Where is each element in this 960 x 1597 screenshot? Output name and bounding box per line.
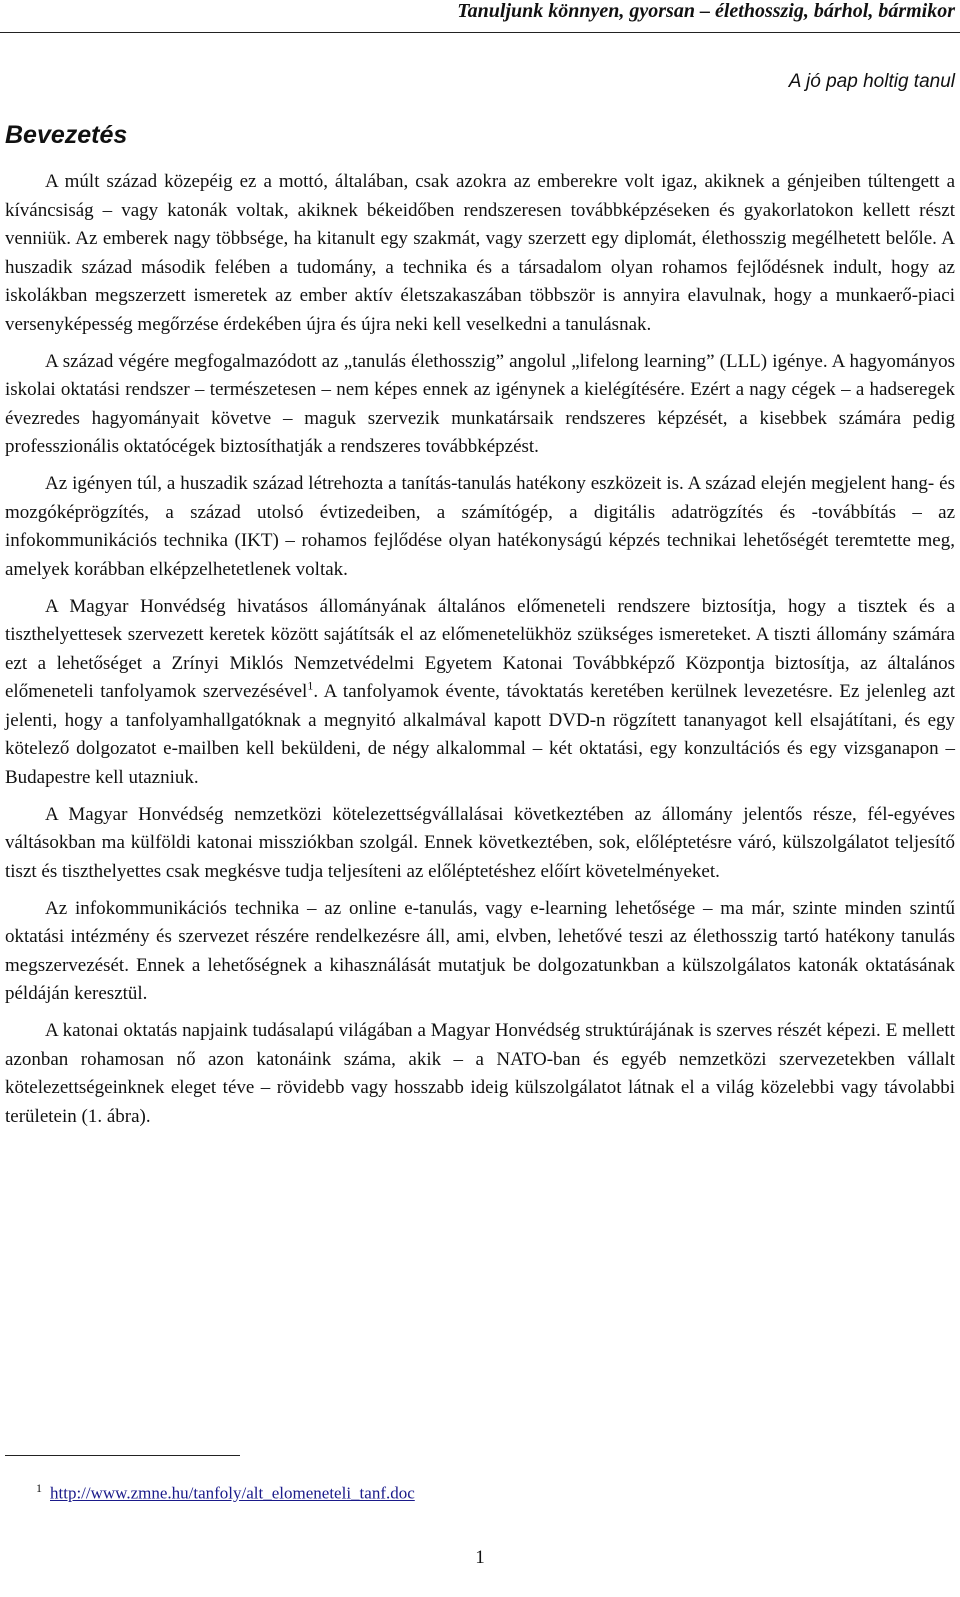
section-heading: Bevezetés — [5, 121, 128, 149]
running-header-title: Tanuljunk könnyen, gyorsan – élethosszig, bárhol, bármikor — [457, 0, 955, 22]
footnote-reference: 1 — [307, 678, 314, 693]
footnote — [36, 1477, 415, 1505]
body-text — [5, 168, 955, 1131]
paragraph-2: A század végére megfogalmazódott az „tanulás élethosszig” angolul „lifelong learning” (LLL) igénye. A hagyományos iskolai oktatási rendszer – természetesen – nem képes ennek az igénynek a kielégítésére. Ezért a nagy cégek – a hadseregek évezredes hagyományait követve – maguk szervezik munkatársaik rendszeres képzését, a kisebbek számára pedig professzionális oktatócégek biztosíthatják a rendszeres továbbképzést. — [5, 350, 955, 457]
paragraph-1: A múlt század közepéig ez a mottó, általában, csak azokra az emberekre volt igaz, akiknek a génjeiben túltengett a kíváncsiság – vagy katonák voltak, akiknek békeidőben rendszeresen továbbképzéseken és gyakorlatokon kellett részt venniük. Az emberek nagy többsége, ha kitanult egy szakmát, vagy szerzett egy diplomát, élethosszig megélhetett belőle. A huszadik század második felében a tudomány, a technika és a társadalom olyan rohamos fejlődésnek indult, hogy az iskolákban megszerzett ismeretek az ember aktív életszakaszában többször is annyira elavulnak, hogy a munkaerő-piaci versenyképesség megőrzése érdekében újra és újra neki kell veselkedni a tanulásnak. — [5, 171, 955, 335]
paragraph-3: Az igényen túl, a huszadik század létrehozta a tanítás-tanulás hatékony eszközeit is. A század elején megjelent hang- és mozgóképrögzítés, a század utolsó évtizedeiben, a számítógép, a digitális adatrögzítés és -továbbítás – az infokommunikációs technika (IKT) – rohamos fejlődése olyan hatékonyságú képzés technikai lehetőségét teremtette meg, amelyek korábban elképzelhetetlenek voltak. — [5, 473, 955, 580]
paragraph-7: A katonai oktatás napjaink tudásalapú világában a Magyar Honvédség struktúrájának is szerves részét képezi. E mellett azonban rohamosan nő azon katonáink száma, akik – a NATO-ban és egyéb nemzetközi szervezetekben vállalt kötelezettségeinknek eleget téve – rövidebb vagy hosszabb ideig külszolgálatot látnak el a világ közelebbi vagy távolabbi területein (1. ábra). — [5, 1020, 955, 1127]
paragraph-4 — [5, 593, 955, 793]
header-divider — [0, 32, 960, 33]
paragraph-4-text-a: A Magyar Honvédség hivatásos állományának általános előmeneteli rendszere biztosítja, hogy a tisztek és a tiszthelyettesek szervezett keretek között sajátítsák el az előmenetelükhöz szükséges ismereteket. A tiszti állomány számára ezt a lehetőséget a Zrínyi Miklós Nemzetvédelmi Egyetem Katonai Továbbképző Központja biztosítja, az általános előmeneteli tanfolyamok szervezésével — [5, 595, 955, 702]
paragraph-5: A Magyar Honvédség nemzetközi kötelezettségvállalásai következtében az állomány jelentős része, fél-egyéves váltásokban ma külföldi katonai missziókban szolgál. Ennek következtében, sok, előléptetésre váró, külszolgálatot teljesítő tiszt és tiszthelyettes csak megkésve tudja teljesíteni az előléptetéshez előírt követelményeket. — [5, 803, 955, 882]
footnote-divider — [5, 1455, 240, 1456]
page-number: 1 — [475, 1547, 485, 1568]
paragraph-4-text-b: . A tanfolyamok évente, távoktatás keretében kerülnek levezetésre. Ez jelenleg azt jelenti, hogy a tanfolyamhallgatóknak a megnyitó alkalmával kapott DVD-n rögzített tananyagot kell elsajátítani, és egy kötelező dolgozatot e-mailben kell beküldeni, de négy alkalommal – két oktatási, egy konzultációs és egy vizsganapon – Budapestre kell utazniuk. — [5, 681, 955, 788]
footnote-number: 1 — [36, 1481, 42, 1495]
footnote-link[interactable]: http://www.zmne.hu/tanfoly/alt_elomeneteli_tanf.doc — [50, 1483, 415, 1503]
paragraph-6: Az infokommunikációs technika – az online e-tanulás, vagy e-learning lehetősége – ma már, szinte minden szintű oktatási intézmény és szervezet részére rendelkezésre áll, ami, elvben, lehetővé teszi az élethosszig tartó hatékony tanulás megszervezését. Ennek a lehetőségnek a kihasználását mutatjuk be dolgozatunkban a külszolgálatos katonák oktatásának példáján keresztül. — [5, 897, 955, 1004]
motto-epigraph: A jó pap holtig tanul — [788, 71, 955, 92]
